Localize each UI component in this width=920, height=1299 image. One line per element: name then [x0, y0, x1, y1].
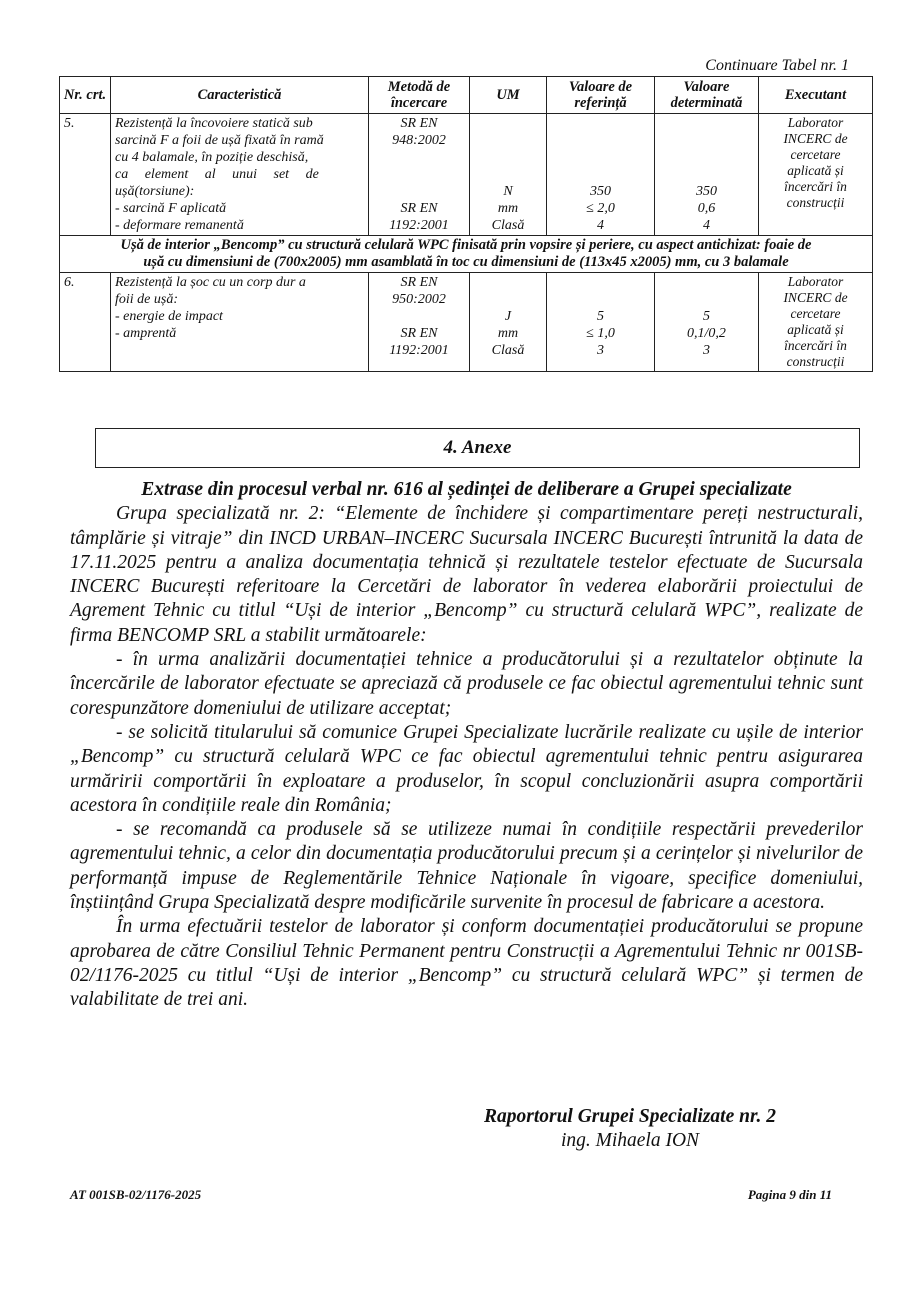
product-description-line: ușă cu dimensiuni de (700x2005) mm asamblată în toc cu dimensiuni de (113x45 x2005) mm, cu 3 balamale [143, 254, 789, 270]
section-title: 4. Anexe [95, 428, 860, 468]
product-description-line: Ușă de interior „Bencomp” cu structură celulară WPC finisată prin vopsire și periere, cu aspect antichizat: foaie de [120, 237, 812, 253]
signature-title: Raportorul Grupei Specializate nr. 2 [483, 1106, 776, 1127]
det-line: 4 [703, 218, 710, 233]
um-line: mm [497, 201, 519, 216]
characteristic-cell [111, 114, 369, 236]
um-cell [470, 273, 547, 372]
header-determined: Valoare determinată [655, 77, 759, 114]
signature-name: ing. Mihaela ION [560, 1130, 700, 1151]
executant-line: Laborator [787, 274, 844, 289]
table-row [60, 114, 873, 236]
char-line [115, 342, 364, 359]
char-line: cu 4 balamale, în poziție deschisă, [115, 150, 309, 165]
ref-line: 3 [597, 343, 604, 358]
section-heading: Extrase din procesul verbal nr. 616 al ședinței de deliberare a Grupei specializate [141, 479, 792, 500]
ref-line [551, 291, 650, 308]
header-um: UM [470, 77, 547, 114]
det-line: 3 [703, 343, 710, 358]
ref-line [551, 166, 650, 183]
char-line: Rezistență la șoc cu un corp dur a [115, 275, 306, 290]
product-description-cell [60, 236, 873, 273]
method-line [373, 183, 465, 200]
results-table [59, 76, 873, 372]
ref-line [551, 149, 650, 166]
char-line: ușă(torsiune): [115, 184, 195, 199]
table-header-row [60, 77, 873, 114]
reference-value-cell [547, 273, 655, 372]
char-line: - energie de impact [115, 309, 223, 324]
method-line: 1192:2001 [389, 218, 449, 233]
executant-line: INCERC de [783, 290, 848, 305]
paragraph: În urma efectuării testelor de laborator și conform documentației producătorului se propune aprobarea de către Consiliul Tehnic Permanent pentru Construcții a Agrementului Tehnic nr 001SB-02/1176-2025 cu titlul “Uși de interior „Bencomp” cu structură celulară WPC” și termen de valabilitate de trei ani. [70, 916, 863, 1011]
method-line: SR EN [400, 326, 438, 341]
executant-line: construcții [786, 195, 845, 210]
det-line [659, 291, 754, 308]
table-row [60, 273, 873, 372]
um-cell [470, 114, 547, 236]
det-line [659, 149, 754, 166]
executant-cell [759, 114, 873, 236]
paragraph: - se solicită titularului să comunice Grupei Specializate lucrările realizate cu ușile de interior „Bencomp” cu structură celulară WPC ce fac obiectul agrementului tehnic pentru asigurarea urmăririi comportării în exploatare a produselor, în scopul concluzionării asupra comportării acestora în condițiile reale din România; [70, 721, 863, 816]
um-line [474, 149, 542, 166]
determined-value-cell [655, 114, 759, 236]
ref-line: 5 [597, 309, 604, 324]
char-line: foii de ușă: [115, 292, 178, 307]
row-number: 5. [60, 114, 111, 236]
method-line: SR EN [400, 275, 438, 290]
um-line: Clasă [491, 343, 525, 358]
product-description-row [60, 236, 873, 273]
det-line: 350 [696, 184, 717, 199]
executant-line: aplicată și [787, 163, 844, 178]
executant-line: construcții [786, 354, 845, 369]
um-line [474, 132, 542, 149]
char-line: ca element al unui set de [115, 167, 319, 182]
det-line [659, 166, 754, 183]
header-reference: Valoare de referință [547, 77, 655, 114]
header-executant: Executant [759, 77, 873, 114]
paragraph: Grupa specializată nr. 2: “Elemente de închidere și compartimentare pereți nestructurali, tâmplărie și vitraje” din INCD URBAN–INCERC Sucursala INCERC București întrunită la data de 17.11.2025 pentru a analiza documentația tehnică și rezultatele testelor efectuate de Sucursala INCERC București referitoare la Cercetări de laborator în vederea elaborării proiectului de Agrement Tehnic cu titlul “Uși de interior „Bencomp” cu structură celulară WPC”, realizate de firma BENCOMP SRL a stabilit următoarele: [70, 503, 863, 646]
header-characteristic: Caracteristică [111, 77, 369, 114]
characteristic-cell [111, 273, 369, 372]
determined-value-cell [655, 273, 759, 372]
method-cell [369, 114, 470, 236]
det-line [659, 115, 754, 132]
det-line: 0,6 [697, 201, 716, 216]
table-continuation-label: Continuare Tabel nr. 1 [705, 57, 849, 74]
executant-cell [759, 273, 873, 372]
paragraph: - se recomandă ca produsele să se utilizeze numai în condițiile respectării prevederilor agrementului tehnic, a celor din documentația producătorului precum și a cerințelor și nivelurilor de performanță impuse de Reglementările Tehnice Naționale în vigoare, specifice domeniului, înștiințând Grupa Specializată despre modificările survenite în procesul de fabricare a acestora. [70, 819, 863, 914]
ref-line: ≤ 2,0 [586, 201, 615, 216]
method-line [373, 308, 465, 325]
um-line [474, 291, 542, 308]
executant-line: Laborator [787, 115, 844, 130]
row-number: 6. [60, 273, 111, 372]
det-line: 0,1/0,2 [687, 326, 726, 341]
ref-line: 350 [590, 184, 611, 199]
header-nr: Nr. crt. [60, 77, 111, 114]
reference-value-cell [547, 114, 655, 236]
char-line: - sarcină F aplicată [115, 201, 227, 216]
um-line [474, 166, 542, 183]
det-line [659, 132, 754, 149]
executant-line: cercetare [790, 306, 841, 321]
method-line [373, 166, 465, 183]
um-line [474, 274, 542, 291]
footer-document-code: AT 001SB-02/1176-2025 [70, 1187, 202, 1202]
method-line: 1192:2001 [389, 343, 449, 358]
executant-line: INCERC de [783, 131, 848, 146]
um-line: J [504, 309, 512, 324]
ref-line: ≤ 1,0 [586, 326, 615, 341]
um-line: mm [497, 326, 519, 341]
char-line: sarcină F a foii de ușă fixată în ramă [115, 133, 324, 148]
um-line: Clasă [491, 218, 525, 233]
executant-line: aplicată și [787, 322, 844, 337]
ref-line: 4 [597, 218, 604, 233]
char-line: - amprentă [115, 326, 177, 341]
um-line [474, 115, 542, 132]
char-line: Rezistență la încovoiere statică sub [115, 116, 313, 131]
footer-page-number: Pagina 9 din 11 [747, 1187, 832, 1202]
det-line [659, 274, 754, 291]
executant-line: încercări în [784, 338, 847, 353]
ref-line [551, 274, 650, 291]
method-line [373, 149, 465, 166]
det-line: 5 [703, 309, 710, 324]
paragraph: - în urma analizării documentației tehnice a producătorului și a rezultatelor obținute la încercările de laborator efectuate se apreciază că produsele ce fac obiectul agrementului tehnic sunt corespunzătore domeniului de utilizare acceptat; [70, 649, 863, 719]
um-line: N [503, 184, 513, 199]
ref-line [551, 115, 650, 132]
char-line: - deformare remanentă [115, 218, 244, 233]
document-body [70, 478, 863, 1013]
method-line: 948:2002 [392, 133, 446, 148]
ref-line [551, 132, 650, 149]
header-method: Metodă de încercare [369, 77, 470, 114]
executant-line: cercetare [790, 147, 841, 162]
method-line: SR EN [400, 116, 438, 131]
method-cell [369, 273, 470, 372]
method-line: SR EN [400, 201, 438, 216]
method-line: 950:2002 [392, 292, 446, 307]
executant-line: încercări în [784, 179, 847, 194]
